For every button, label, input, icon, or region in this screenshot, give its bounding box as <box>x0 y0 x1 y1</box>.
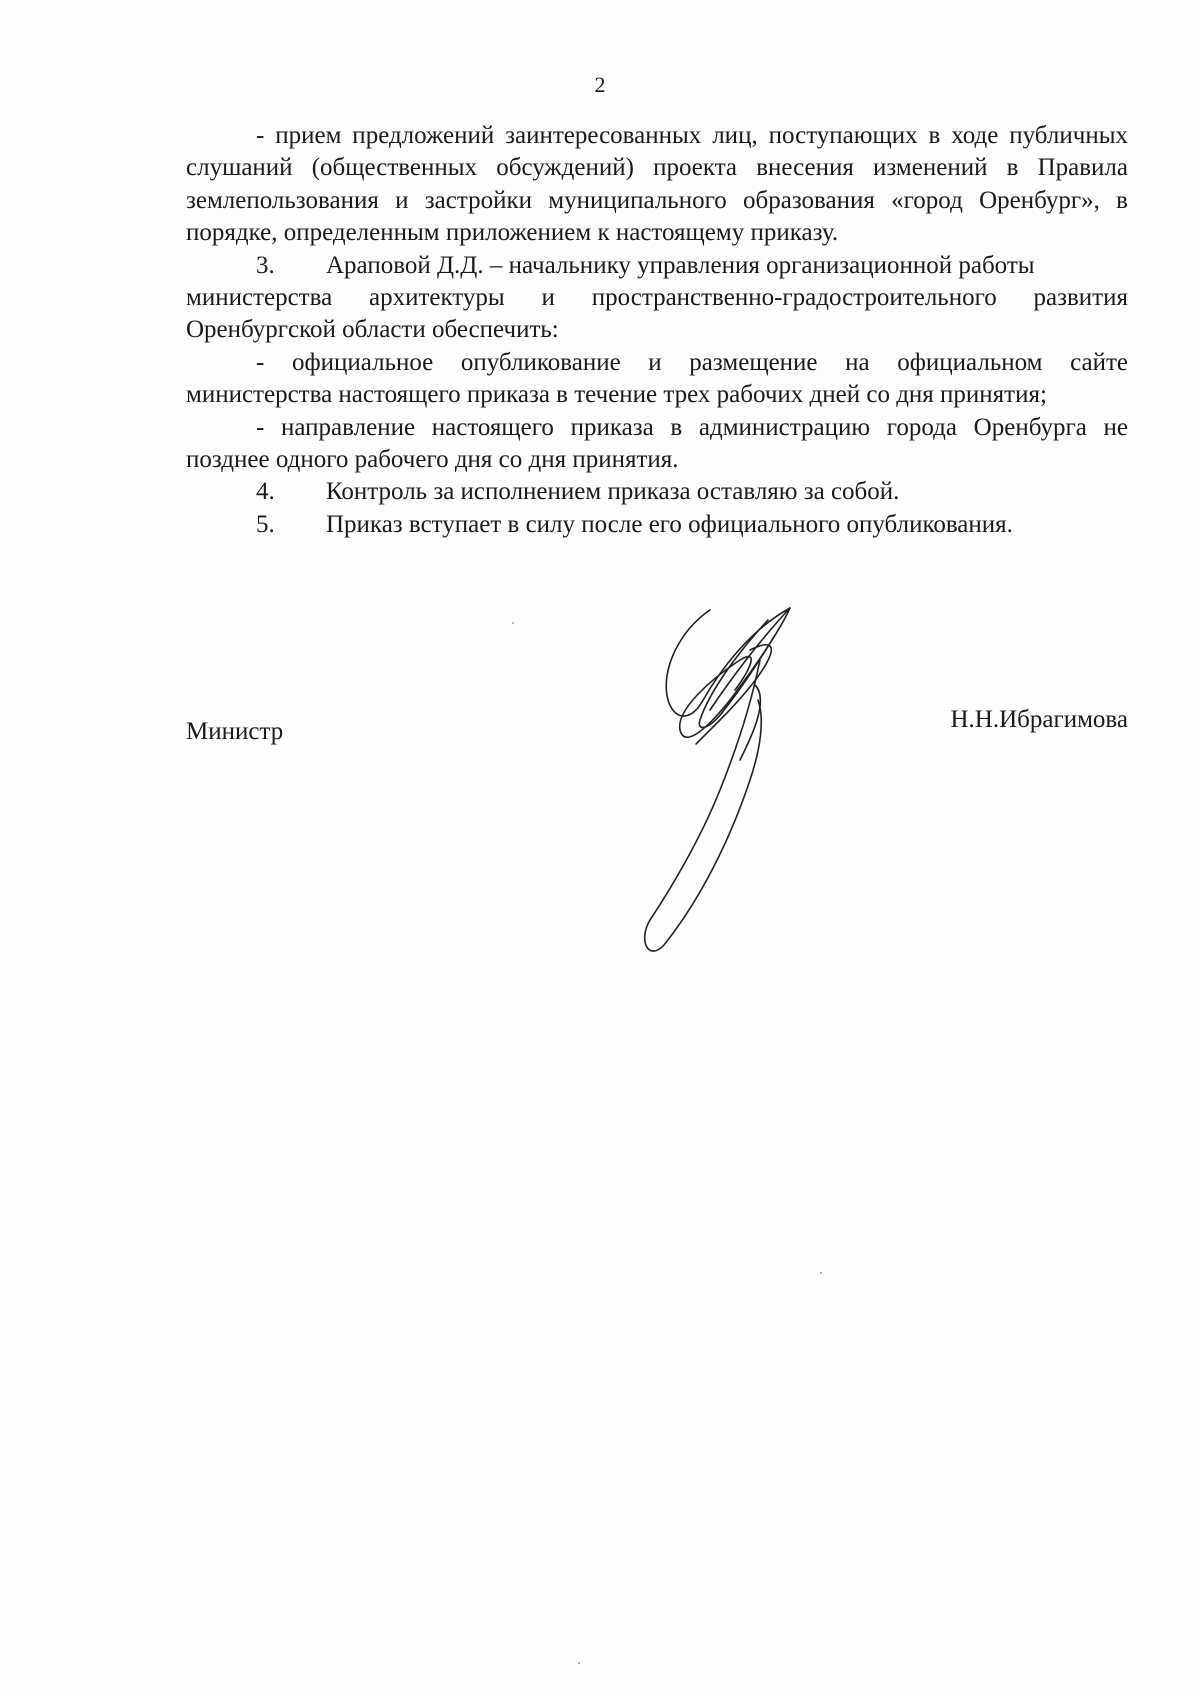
bullet-official-publication: - официальное опубликование и размещение на официальном сайте министерства настоящего приказа в течение трех рабочих дней со дня принятия; <box>186 348 1128 409</box>
document-body <box>186 120 1128 541</box>
scan-speck <box>820 1272 822 1274</box>
item-3-text: Араповой Д.Д. – начальнику управления организационной работы <box>326 251 1035 279</box>
item-3-continuation: министерства архитектуры и пространственно-градостроительного развития Оренбургской области обеспечить: <box>186 284 1128 344</box>
item-4-text: Контроль за исполнением приказа оставляю за собой. <box>326 478 900 506</box>
handwritten-signature <box>640 590 880 970</box>
item-4-number: 4. <box>256 478 275 506</box>
signer-name: Н.Н.Ибрагимова <box>950 706 1128 733</box>
signer-position: Министр <box>186 718 284 745</box>
scan-speck <box>578 1662 580 1664</box>
item-3 <box>186 250 1128 282</box>
scan-speck <box>512 622 514 624</box>
item-3-number: 3. <box>256 251 275 279</box>
item-5-text: Приказ вступает в силу после его официального опубликования. <box>326 510 1013 538</box>
item-5-number: 5. <box>256 510 275 538</box>
bullet-send-to-administration: - направление настоящего приказа в администрацию города Оренбурга не позднее одного рабочего дня со дня принятия. <box>186 413 1128 474</box>
item-5 <box>186 509 1128 541</box>
bullet-public-hearings: - прием предложений заинтересованных лиц, поступающих в ходе публичных слушаний (общественных обсуждений) проекта внесения изменений в Правила землепользования и застройки муниципального образования «город Оренбург», в порядке, определенным приложением к настоящему приказу. <box>186 122 1128 247</box>
page-number: 2 <box>594 72 606 97</box>
item-4 <box>186 476 1128 508</box>
